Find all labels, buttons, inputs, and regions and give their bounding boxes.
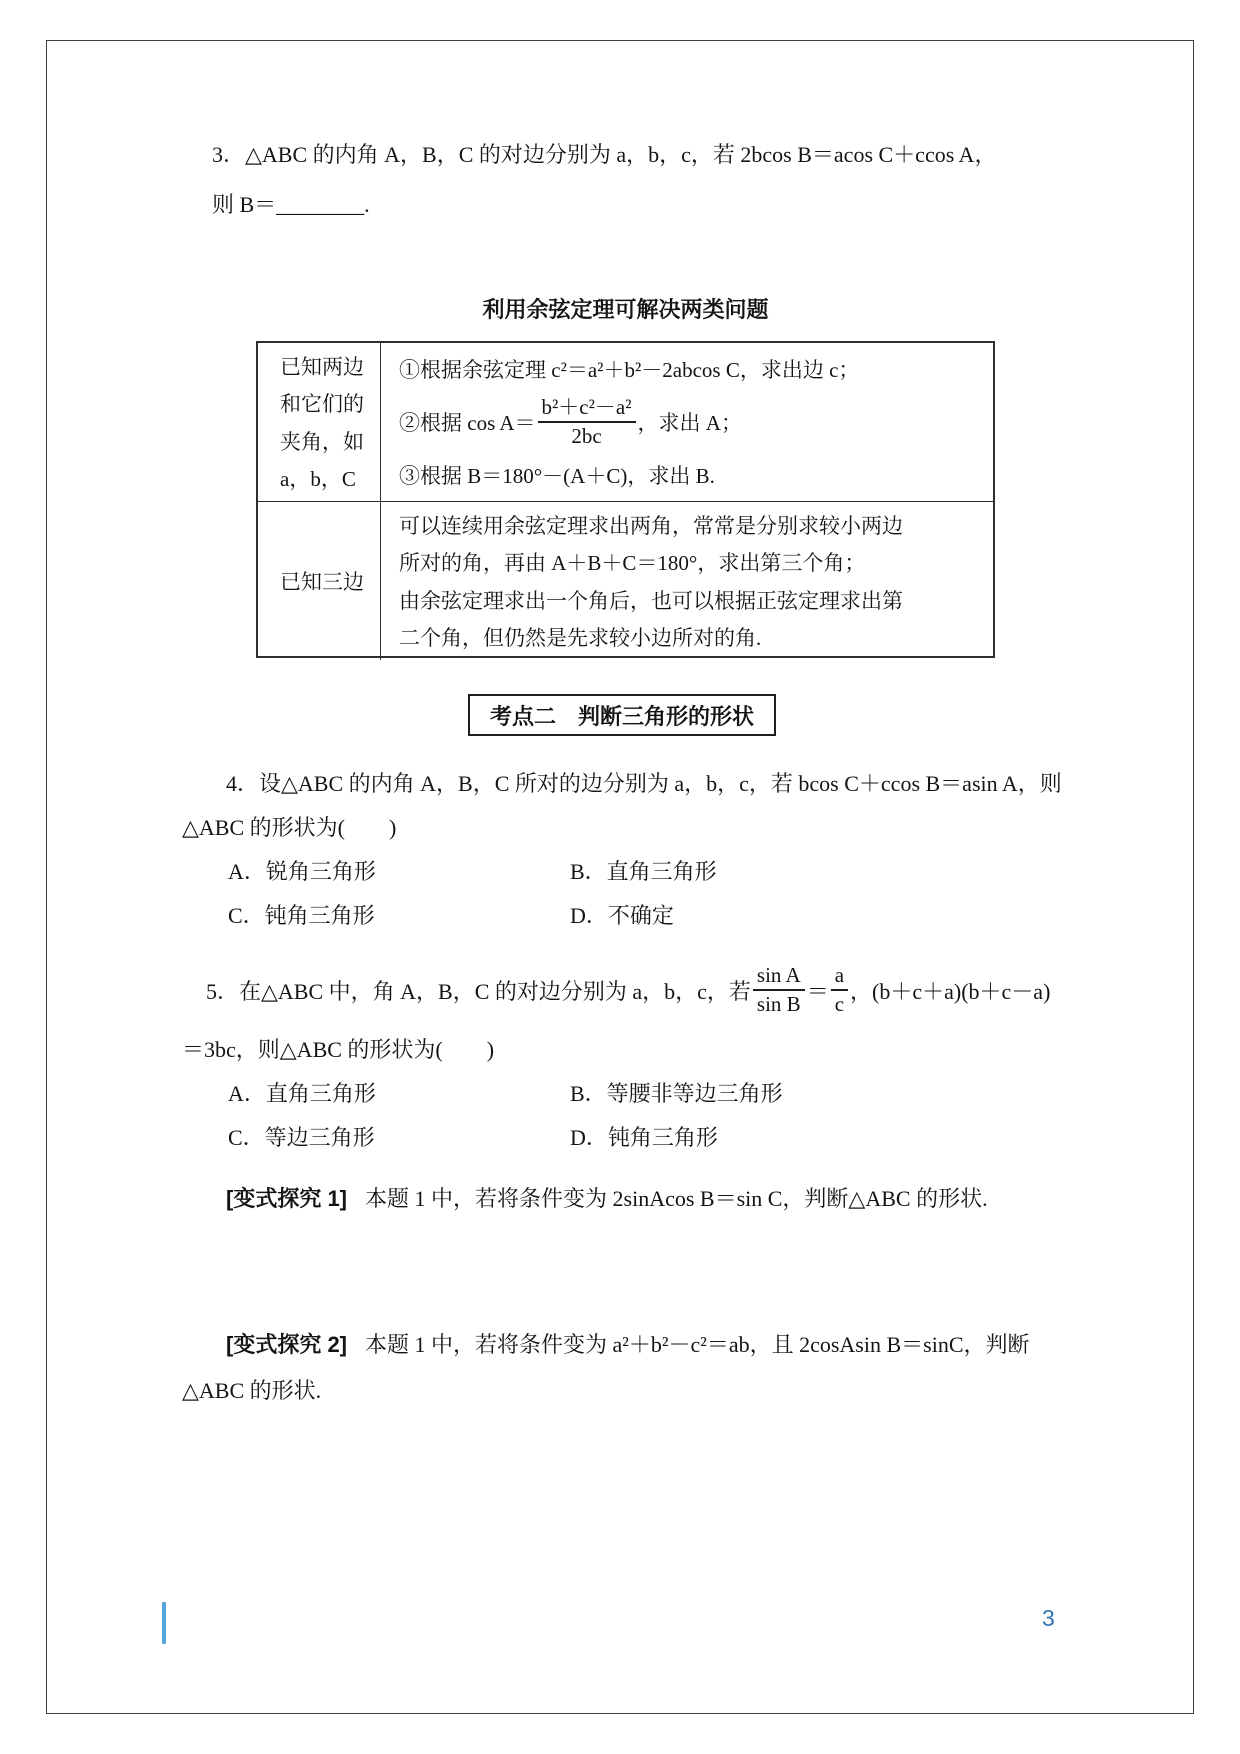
problem-4-line2: △ABC 的形状为( ) <box>182 815 397 840</box>
option-a: A．直角三角形 <box>228 1081 376 1106</box>
table-text: 夹角，如 <box>280 429 364 454</box>
fraction-numerator: sin A <box>753 963 805 991</box>
variation-2-line1 <box>182 1322 1142 1368</box>
fraction <box>831 963 848 1017</box>
option-d: D．不确定 <box>570 903 674 928</box>
section-header-label: 考点二 判断三角形的形状 <box>489 703 754 729</box>
variation-2-line2: △ABC 的形状. <box>182 1378 322 1403</box>
table-text: 二个角，但仍然是先求较小边所对的角. <box>399 626 762 651</box>
table-text: 由余弦定理求出一个角后，也可以根据正弦定理求出第 <box>399 588 903 613</box>
fraction <box>538 395 636 449</box>
page-number: 3 <box>1042 1605 1055 1631</box>
table-row2-left-cell <box>258 502 381 660</box>
table-text: 可以连续用余弦定理求出两角，常常是分别求较小两边 <box>399 513 903 538</box>
table-text: ③根据 B＝180°－(A＋C)，求出 B. <box>399 464 715 489</box>
fraction-numerator: b²＋c²－a² <box>538 395 636 423</box>
variation-1-label: [变式探究 1] <box>226 1186 348 1211</box>
table-text: 所对的角，再由 A＋B＋C＝180°，求出第三个角； <box>399 551 866 576</box>
problem-5-line2: ＝3bc，则△ABC 的形状为( ) <box>182 1037 495 1062</box>
variation-1-text: 本题 1 中，若将条件变为 2sinAcos B＝sin C，判断△ABC 的形状. <box>365 1186 988 1211</box>
problem-3-answer-blank: 则 B＝________. <box>212 192 370 217</box>
equals-sign: ＝ <box>806 978 829 1004</box>
problem-4 <box>182 762 1122 938</box>
problem-5 <box>182 952 1142 1160</box>
variation-2-text: 本题 1 中，若将条件变为 a²＋b²－c²＝ab，且 2cosAsin B＝sinC，判断 <box>365 1332 1030 1357</box>
fraction-denominator: c <box>834 992 845 1016</box>
table-text: 已知三边 <box>280 570 364 594</box>
cosine-theorem-table <box>256 341 995 658</box>
variation-1 <box>182 1176 1142 1222</box>
table-formula-line <box>399 395 987 449</box>
cursor-bar <box>162 1602 166 1644</box>
table-row1-left-cell <box>258 343 381 502</box>
table-row2-right-cell <box>381 502 993 660</box>
table-row1-right-cell <box>381 343 993 502</box>
problem-5-options <box>182 1072 1142 1160</box>
option-b: B．直角三角形 <box>570 859 717 884</box>
fraction-denominator: sin B <box>756 992 801 1016</box>
problem-3 <box>212 130 1112 230</box>
table-text: ②根据 cos A＝ <box>399 411 536 435</box>
option-b: B．等腰非等边三角形 <box>570 1081 783 1106</box>
option-a: A．锐角三角形 <box>228 859 376 884</box>
option-c: C．等边三角形 <box>228 1125 375 1150</box>
problem-4-line1: 4．设△ABC 的内角 A，B，C 所对的边分别为 a，b，c，若 bcos C＋ccos B＝asin A，则 <box>226 771 1062 796</box>
variation-2 <box>182 1322 1142 1414</box>
table-text: a，b，C <box>280 467 356 492</box>
table-title: 利用余弦定理可解决两类问题 <box>482 297 769 322</box>
fraction-numerator: a <box>831 963 848 991</box>
fraction <box>753 963 805 1017</box>
problem-4-options <box>182 850 1122 938</box>
variation-1-line <box>182 1176 1142 1222</box>
problem-5-text: 5．在△ABC 中，角 A，B，C 的对边分别为 a，b，c，若 <box>206 978 751 1004</box>
problem-3-line1: 3．△ABC 的内角 A，B，C 的对边分别为 a，b，c，若 2bcos B＝acos C＋ccos A， <box>212 142 997 167</box>
table-text: 已知两边 <box>280 354 364 379</box>
section-header-box <box>468 694 776 736</box>
option-c: C．钝角三角形 <box>228 903 375 928</box>
option-d: D．钝角三角形 <box>570 1125 718 1150</box>
problem-5-text: ，(b＋c＋a)(b＋c－a) <box>850 978 1051 1004</box>
table-text: 和它们的 <box>280 392 364 417</box>
problem-5-line1 <box>182 952 1142 1028</box>
table-text: ，求出 A； <box>637 411 742 435</box>
table-text: ①根据余弦定理 c²＝a²＋b²－2abcos C，求出边 c； <box>399 357 860 382</box>
fraction-denominator: 2bc <box>571 424 602 448</box>
variation-2-label: [变式探究 2] <box>226 1332 348 1357</box>
